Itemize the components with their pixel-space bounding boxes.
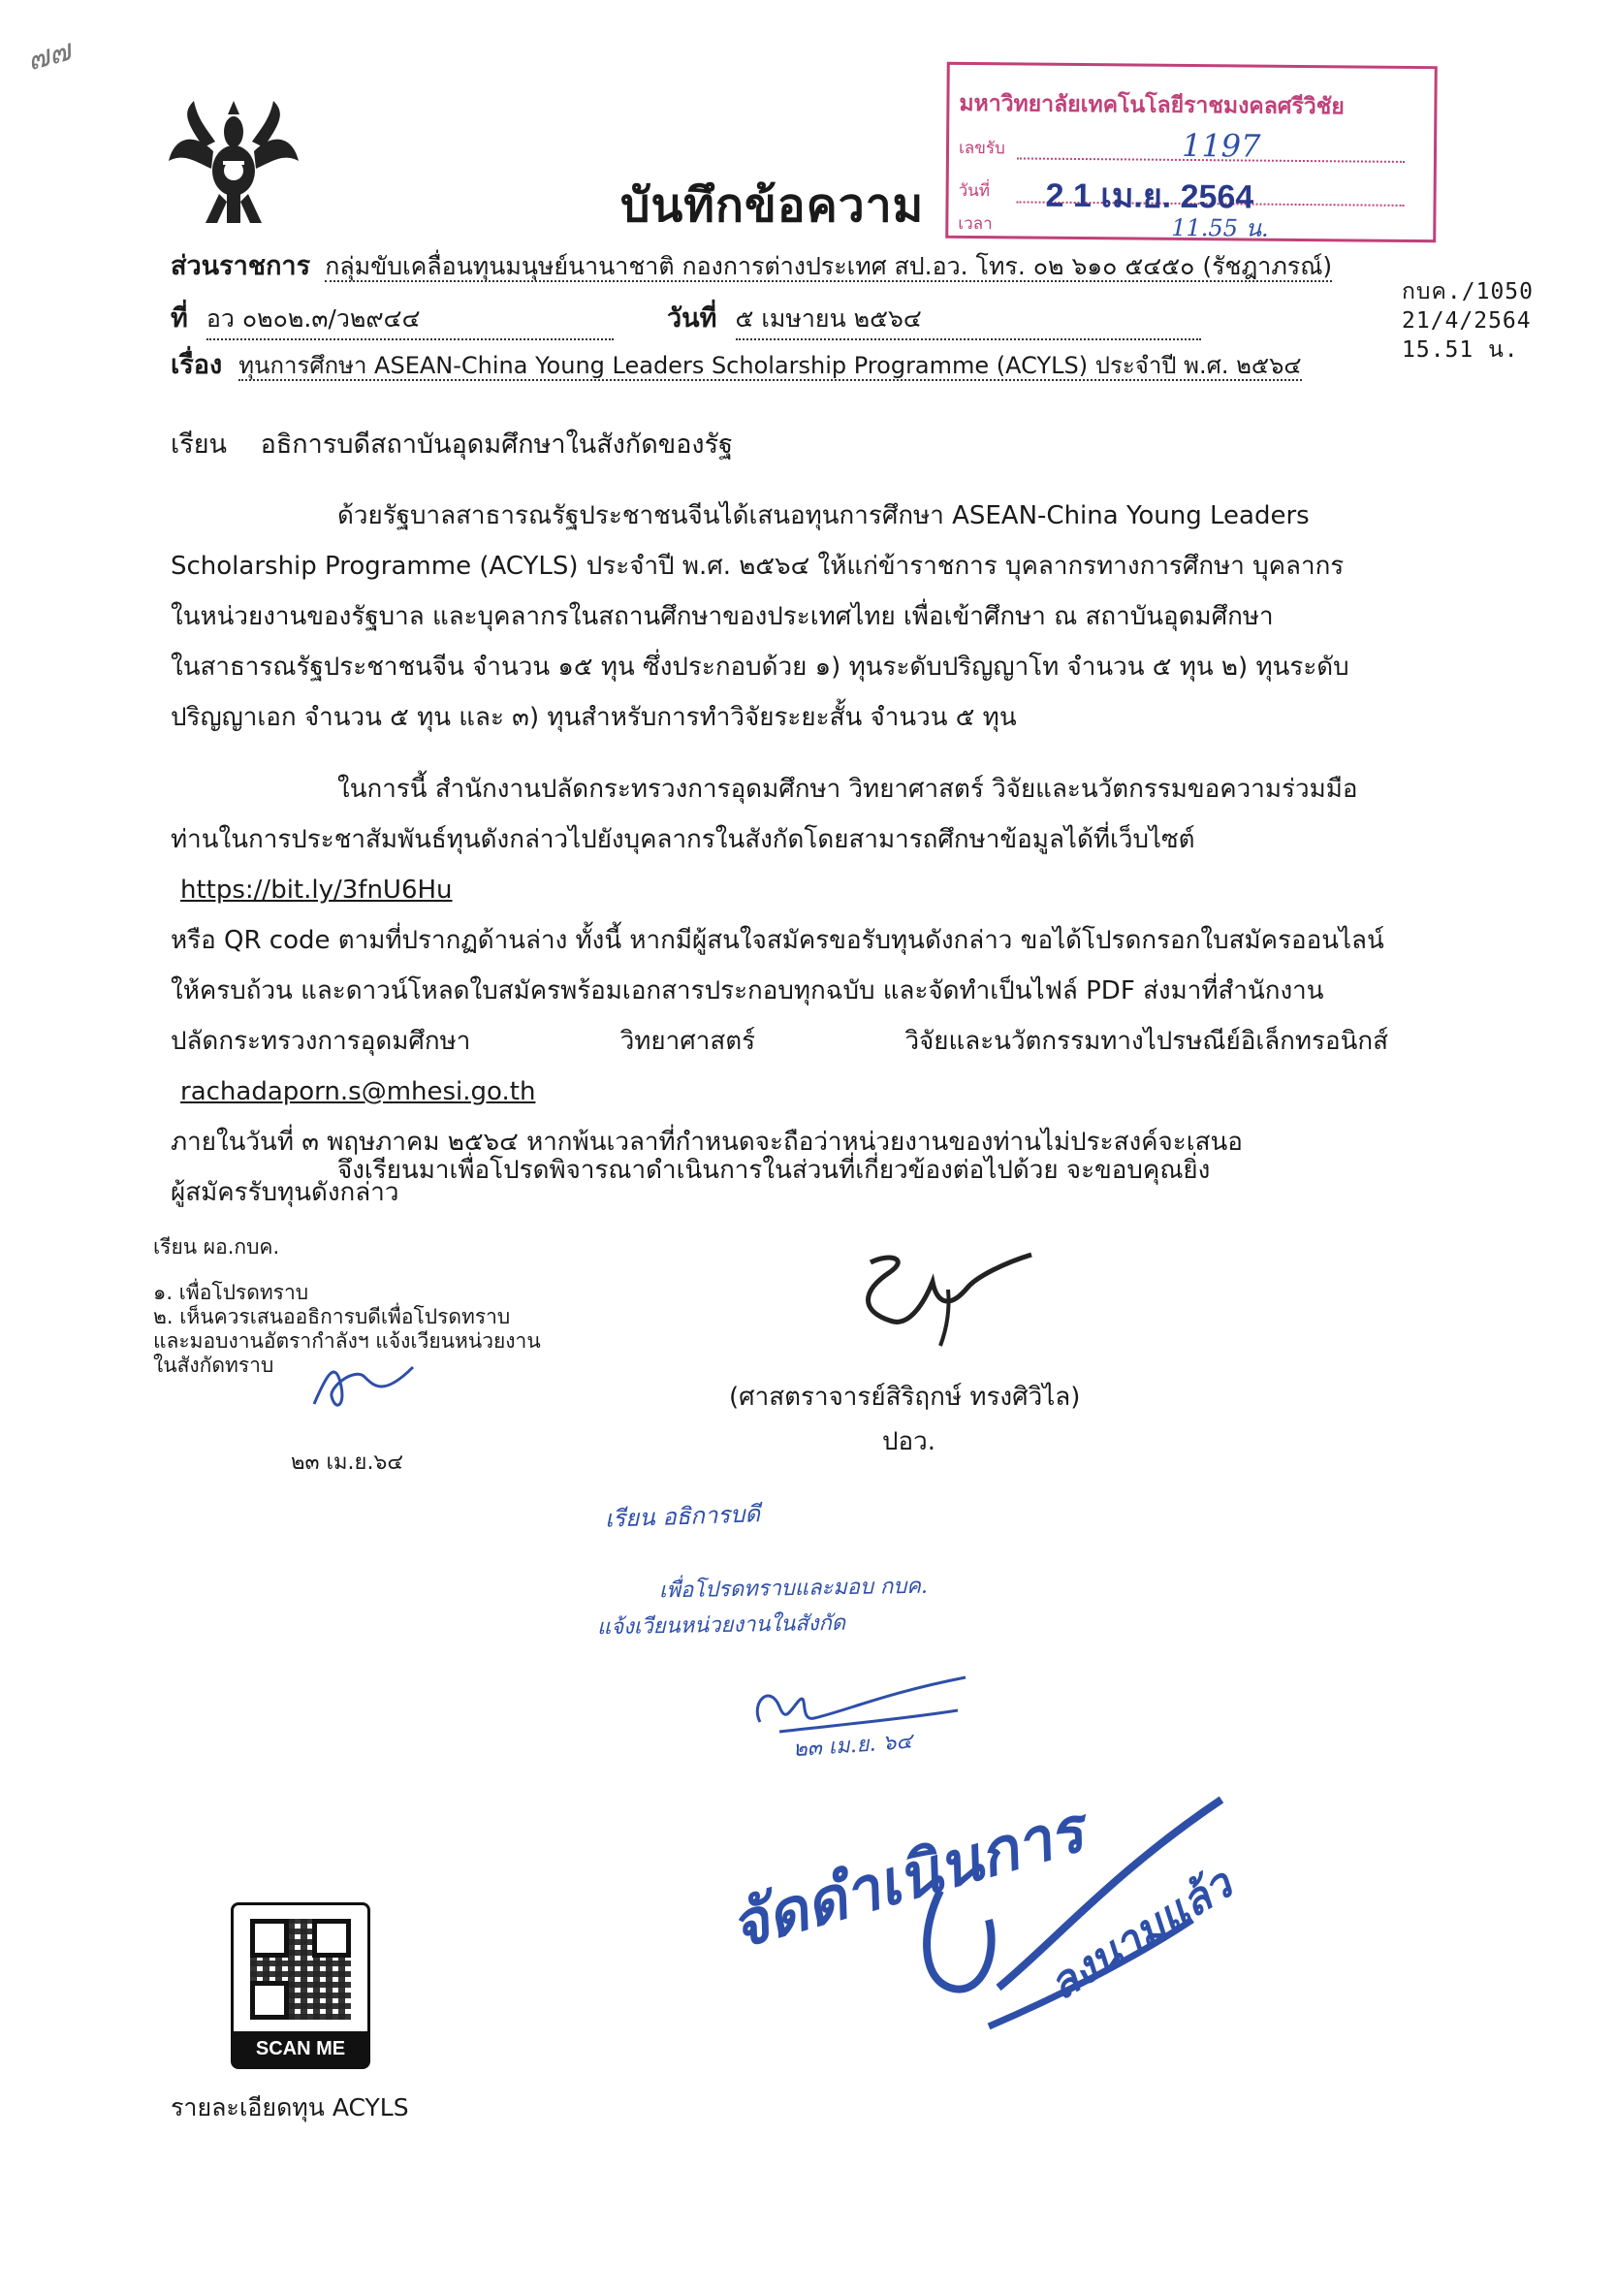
garuda-emblem-icon xyxy=(165,93,302,231)
qr-card[interactable] xyxy=(231,1902,370,2069)
note-item1: ๑. เพื่อโปรดทราบ xyxy=(153,1281,309,1304)
stamp-no-label: เลขรับ xyxy=(958,138,1005,159)
note-to: เรียน ผอ.กบค. xyxy=(153,1235,280,1259)
signatory-position: ปอว. xyxy=(882,1427,935,1456)
handwritten-order: จัดดำเนินการ xyxy=(722,1793,1093,1964)
handwritten-line2: เพื่อโปรดทราบและมอบ กบค. xyxy=(658,1574,929,1604)
stamp-no-value: 1197 xyxy=(1181,126,1261,165)
note-item2a: ๒. เห็นควรเสนออธิการบดีเพื่อโปรดทราบ xyxy=(153,1305,511,1328)
paragraph-1 xyxy=(171,491,1388,743)
receipt-line3: 15.51 น. xyxy=(1402,337,1519,363)
note-signature xyxy=(306,1348,423,1419)
salutation xyxy=(171,423,733,464)
stamp-org: มหาวิทยาลัยเทคโนโลยีราชมงคลศรีวิชัย xyxy=(959,90,1345,120)
date-label: วันที่ xyxy=(667,303,717,334)
receipt-line1: กบค./1050 xyxy=(1402,279,1534,304)
page-title: บันทึกข้อความ xyxy=(620,178,925,233)
stamp-date-label: วันที่ xyxy=(958,180,991,202)
receipt-note xyxy=(1402,277,1534,365)
p1-line: ปริญญาเอก จำนวน ๕ ทุน และ ๓) ทุนสำหรับการทำวิจัยระยะสั้น จำนวน ๕ ทุน xyxy=(171,703,1017,732)
p2-line: หรือ QR code ตามที่ปรากฏด้านล่าง ทั้งนี้ หากมีผู้สนใจสมัครขอรับทุนดังกล่าว ขอได้โปรดกรอกใบสมัครออนไลน์ xyxy=(171,926,1384,955)
p2-line5-text: ปลัดกระทรวงการอุดมศึกษา วิทยาศาสตร์ วิจัยและนวัตกรรมทางไปรษณีย์อิเล็กทรอนิกส์ xyxy=(171,1027,1388,1056)
p1-line: ด้วยรัฐบาลสาธารณรัฐประชาชนจีนได้เสนอทุนการศึกษา ASEAN-China Young Leaders xyxy=(337,501,1310,530)
email-link[interactable]: rachadaporn.s@mhesi.go.th xyxy=(180,1077,536,1106)
qr-label: รายละเอียดทุน ACYLS xyxy=(171,2093,409,2121)
receipt-line2: 21/4/2564 xyxy=(1402,308,1532,334)
p1-line: ในหน่วยงานของรัฐบาล และบุคลากรในสถานศึกษาของประเทศไทย เพื่อเข้าศึกษา ณ สถาบันอุดมศึกษา xyxy=(171,602,1274,631)
dept-value: กลุ่มขับเคลื่อนทุนมนุษย์นานาชาติ กองการต่างประเทศ สป.อว. โทร. ๐๒ ๖๑๐ ๕๔๕๐ (รัชฎาภรณ์) xyxy=(325,252,1333,280)
stamp-date-value: 2 1 เม.ย. 2564 xyxy=(1045,176,1254,216)
qr-caption: SCAN ME xyxy=(234,2031,367,2066)
dept-row xyxy=(171,244,1382,286)
website-link[interactable]: https://bit.ly/3fnU6Hu xyxy=(180,876,453,905)
subject-label: เรื่อง xyxy=(171,350,223,380)
date-value: ๕ เมษายน ๒๕๖๔ xyxy=(736,300,1201,340)
handwritten-note2: ลงนามแล้ว xyxy=(1039,1859,1241,2011)
p2-line xyxy=(171,1016,1388,1117)
p2-line: ผู้สมัครรับทุนดังกล่าว xyxy=(171,1178,399,1207)
p2-line: ภายในวันที่ ๓ พฤษภาคม ๒๕๖๔ หากพ้นเวลาที่กำหนดจะถือว่าหน่วยงานของท่านไม่ประสงค์จะเสนอ xyxy=(171,1128,1243,1157)
note-item2c: ในสังกัดทราบ xyxy=(153,1354,274,1377)
note-item2b: และมอบงานอัตรากำลังฯ แจ้งเวียนหน่วยงาน xyxy=(153,1329,541,1353)
dept-label: ส่วนราชการ xyxy=(171,251,311,281)
handwritten-date: ๒๓ เม.ย. ๖๔ xyxy=(792,1729,913,1763)
signatory-signature xyxy=(832,1243,1035,1354)
salutation-value: อธิการบดีสถาบันอุดมศึกษาในสังกัดของรัฐ xyxy=(260,430,734,460)
p2-line: ในการนี้ สำนักงานปลัดกระทรวงการอุดมศึกษา วิทยาศาสตร์ วิจัยและนวัตกรรมขอความร่วมมือ xyxy=(337,775,1358,804)
p1-line: Scholarship Programme (ACYLS) ประจำปี พ.ศ. ๒๕๖๔ ให้แก่ข้าราชการ บุคลากรทางการศึกษา บุคลากร xyxy=(171,552,1345,581)
closing-text: จึงเรียนมาเพื่อโปรดพิจารณาดำเนินการในส่วนที่เกี่ยวข้องต่อไปด้วย จะขอบคุณยิ่ง xyxy=(337,1156,1211,1185)
ref-label: ที่ xyxy=(171,303,188,334)
subject-row xyxy=(171,343,1392,385)
signatory-name: (ศาสตราจารย์สิริฤกษ์ ทรงศิวิไล) xyxy=(729,1383,1081,1412)
ref-row xyxy=(171,297,1382,340)
ref-value: อว ๐๒๐๒.๓/ว๒๙๔๔ xyxy=(206,300,614,340)
receipt-stamp xyxy=(945,62,1438,242)
stamp-time-label: เวลา xyxy=(958,213,993,235)
subject-value: ทุนการศึกษา ASEAN-China Young Leaders Scholarship Programme (ACYLS) ประจำปี พ.ศ. ๒๕๖๔ xyxy=(238,352,1302,379)
p2-line xyxy=(171,814,1388,915)
p2-line: ให้ครบถ้วน และดาวน์โหลดใบสมัครพร้อมเอกสารประกอบทุกฉบับ และจัดทำเป็นไฟล์ PDF ส่งมาที่สำนักงาน xyxy=(171,976,1324,1005)
p2-line2-text: ท่านในการประชาสัมพันธ์ทุนดังกล่าวไปยังบุคลากรในสังกัดโดยสามารถศึกษาข้อมูลได้ที่เว็บไซต์ xyxy=(171,825,1195,854)
stamp-time-value: 11.55 น. xyxy=(1171,213,1269,242)
handwritten-line3: แจ้งเวียนหน่วยงานในสังกัด xyxy=(596,1610,846,1641)
note-date: ๒๓ เม.ย.๖๔ xyxy=(291,1451,404,1475)
handwritten-line1: เรียน อธิการบดี xyxy=(604,1500,761,1533)
salutation-label: เรียน xyxy=(171,430,228,460)
p1-line: ในสาธารณรัฐประชาชนจีน จำนวน ๑๕ ทุน ซึ่งประกอบด้วย ๑) ทุนระดับปริญญาโท จำนวน ๕ ทุน ๒) ทุนระดับ xyxy=(171,653,1349,682)
corner-scribble: ๗๗ xyxy=(23,33,75,79)
